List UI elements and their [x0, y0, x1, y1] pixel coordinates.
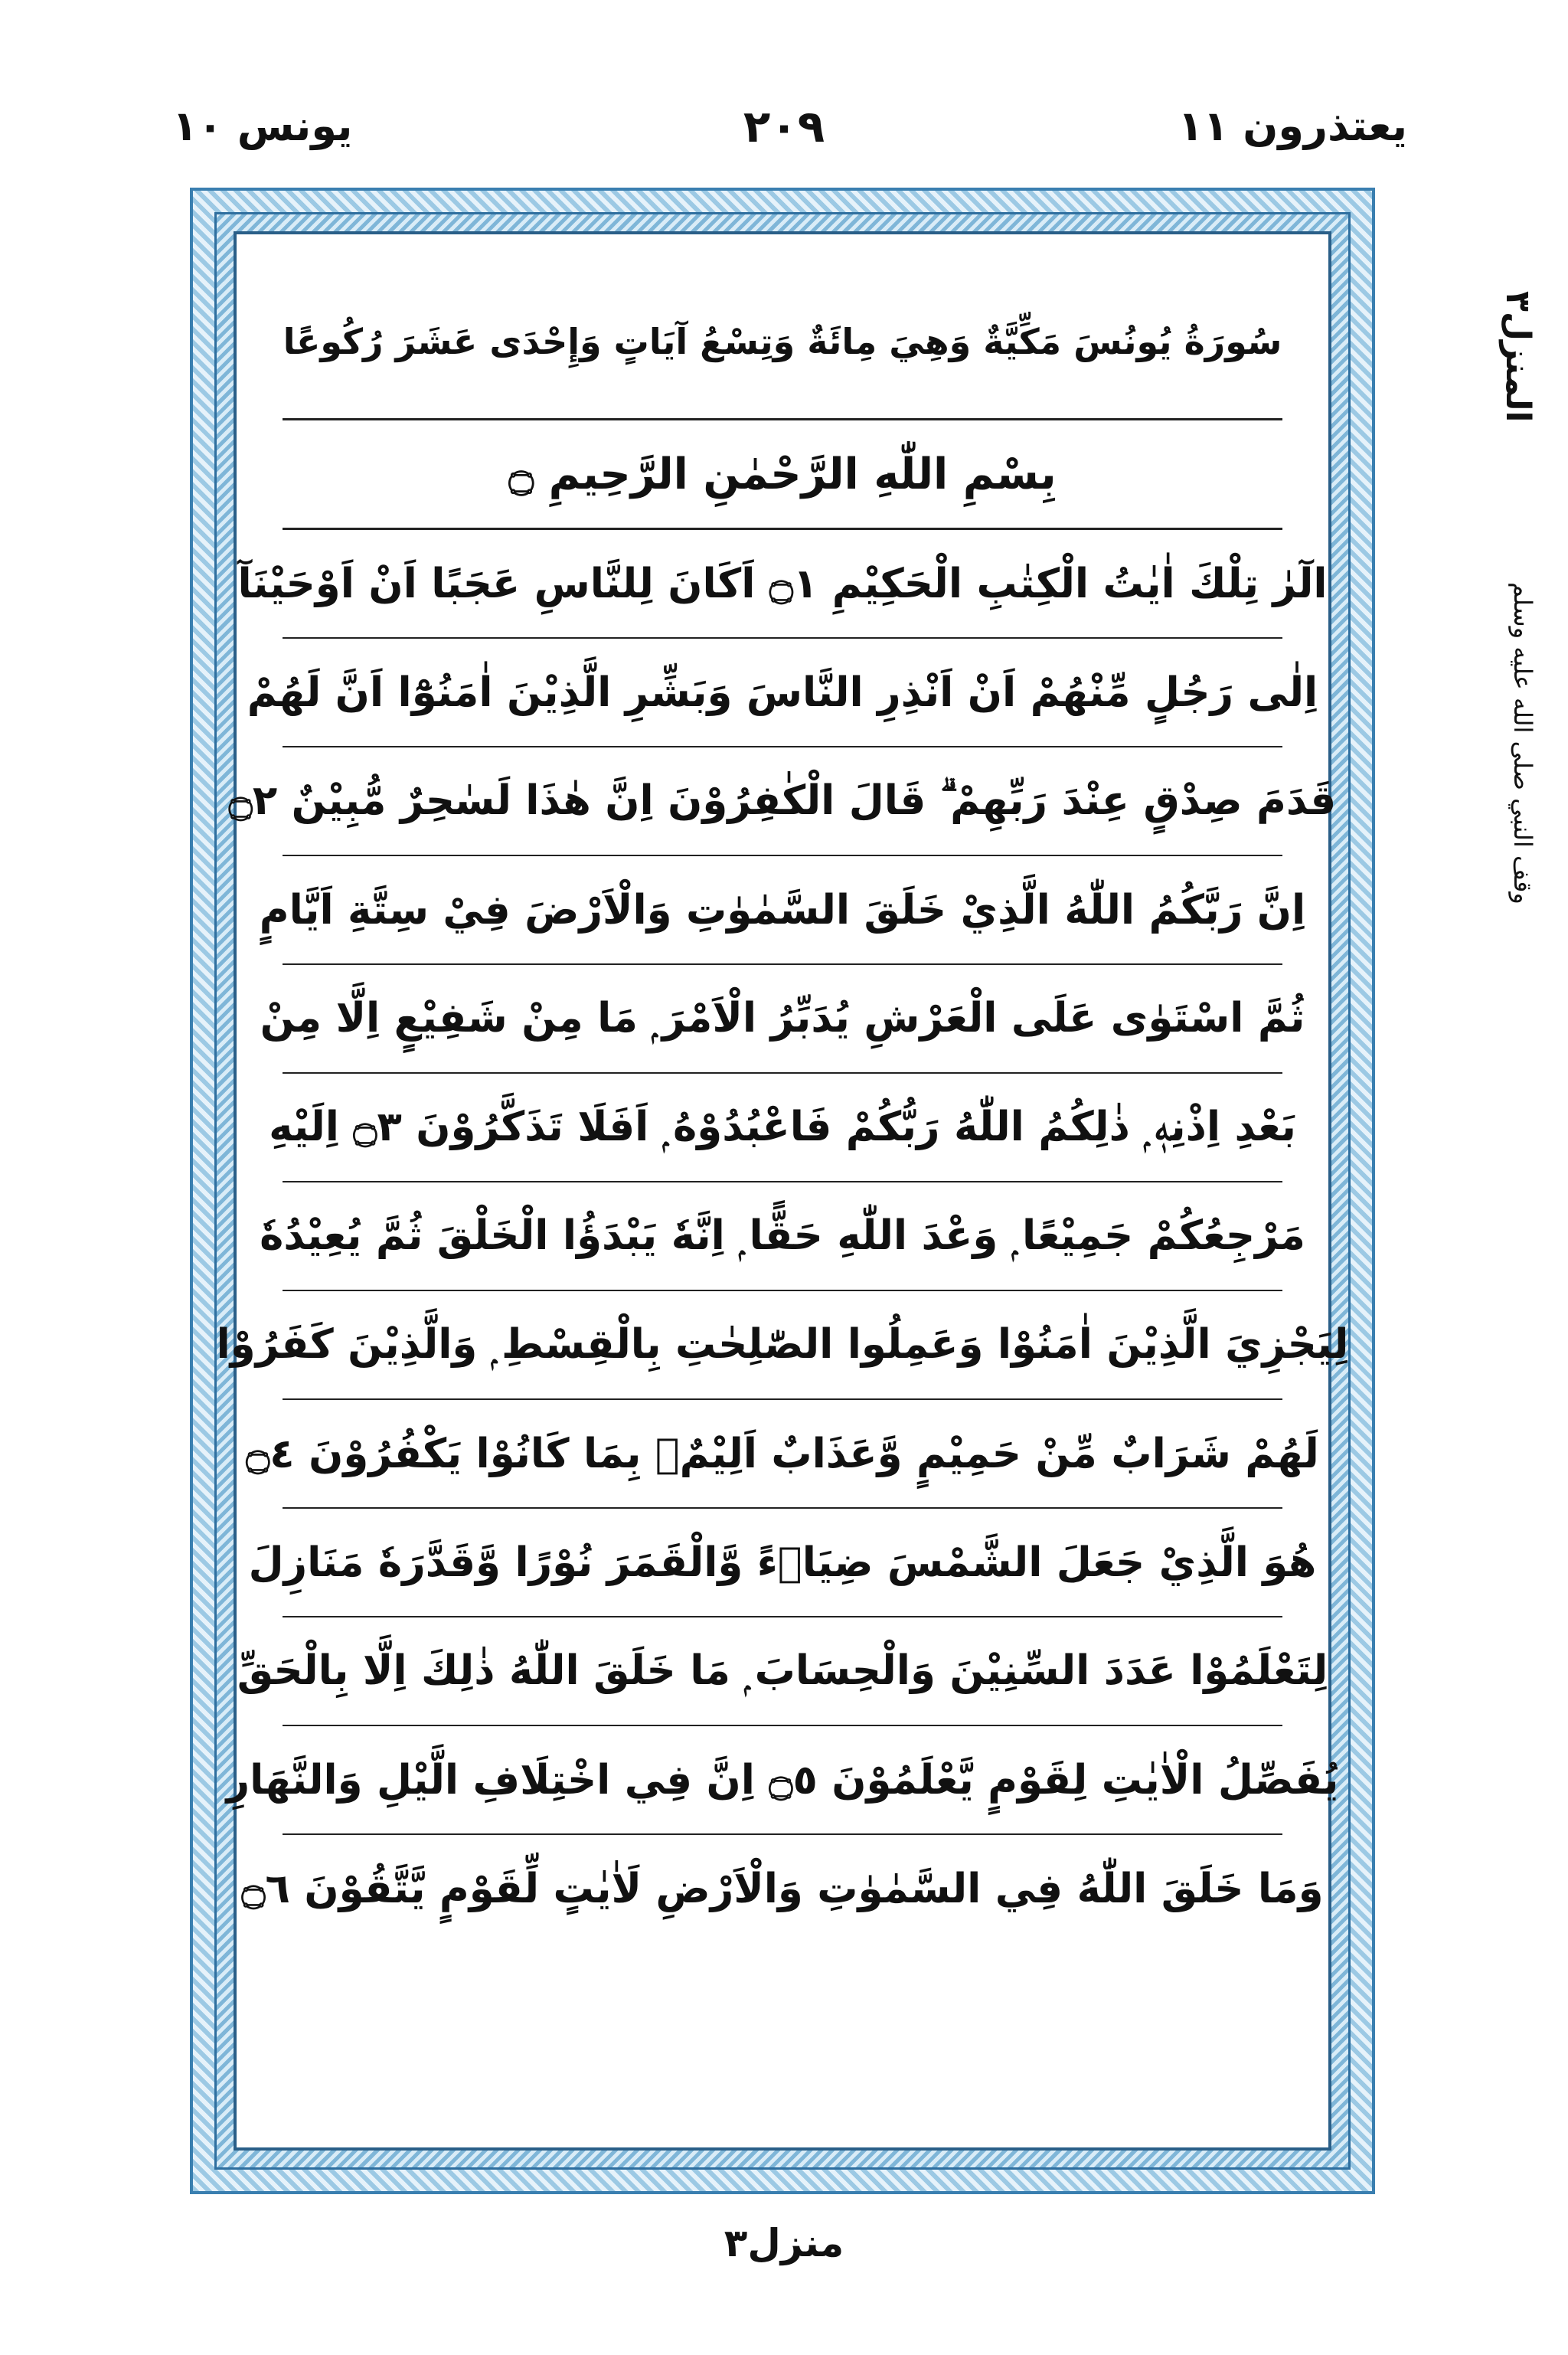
juz-name: يعتذرون ١١	[1178, 102, 1407, 150]
verse-line: ثُمَّ اسْتَوٰى عَلَى الْعَرْشِ يُدَبِّرُ الْاَمْرَ ۭ مَا مِنْ شَفِيْعٍ اِلَّا مِنْ	[283, 965, 1282, 1074]
verse-line: اِلٰى رَجُلٍ مِّنْهُمْ اَنْ اَنْذِرِ النَّاسَ وَبَشِّرِ الَّذِيْنَ اٰمَنُوْٓا اَنَّ لَهُمْ	[283, 639, 1282, 747]
verse-line: يُفَصِّلُ الْاٰيٰتِ لِقَوْمٍ يَّعْلَمُوْنَ ۝٥ اِنَّ فِي اخْتِلَافِ الَّيْلِ وَالنَّهَارِ	[283, 1726, 1282, 1835]
bismillah: بِسْمِ اللّٰهِ الرَّحْمٰنِ الرَّحِيمِ ۝	[283, 420, 1282, 530]
side-waqf-note: وقف النبي صلى الله عليه وسلم	[1508, 582, 1537, 904]
decorative-border-inner	[214, 212, 1351, 2170]
text-frame	[216, 231, 1349, 2151]
side-manzil-label: المنزل٣	[1498, 291, 1537, 423]
verse-line: الٓرٰ تِلْكَ اٰيٰتُ الْكِتٰبِ الْحَكِيْمِ ۝١ اَكَانَ لِلنَّاسِ عَجَبًا اَنْ اَوْحَيْنَآ	[283, 530, 1282, 639]
verse-line: لِتَعْلَمُوْا عَدَدَ السِّنِيْنَ وَالْحِسَابَ ۭ مَا خَلَقَ اللّٰهُ ذٰلِكَ اِلَّا بِالْحَقِّ	[283, 1617, 1282, 1726]
verse-line: هُوَ الَّذِيْ جَعَلَ الشَّمْسَ ضِيَاۗءً وَّالْقَمَرَ نُوْرًا وَّقَدَّرَهٗ مَنَازِلَ	[283, 1509, 1282, 1617]
page-number: ٢٠٩	[743, 100, 825, 152]
verse-line: لَهُمْ شَرَابٌ مِّنْ حَمِيْمٍ وَّعَذَابٌ اَلِيْمٌۢ بِمَا كَانُوْا يَكْفُرُوْنَ ۝٤	[283, 1400, 1282, 1509]
surah-name: يونس ١٠	[172, 102, 353, 150]
footer-manzil: منزل٣	[724, 2221, 844, 2265]
verse-line: اِنَّ رَبَّكُمُ اللّٰهُ الَّذِيْ خَلَقَ السَّمٰوٰتِ وَالْاَرْضَ فِيْ سِتَّةِ اَيَّامٍ	[283, 856, 1282, 965]
page-header	[0, 100, 1568, 168]
verse-line: وَمَا خَلَقَ اللّٰهُ فِي السَّمٰوٰتِ وَالْاَرْضِ لَاٰيٰتٍ لِّقَوْمٍ يَّتَّقُوْنَ ۝٦	[241, 1865, 1324, 1912]
surah-title: سُورَةُ يُونُسَ مَكِّيَّةٌ وَهِيَ مِائَةٌ وَتِسْعُ آيَاتٍ وَإِحْدَى عَشَرَ رُكُوعًا	[283, 265, 1282, 420]
quran-text-panel	[216, 265, 1349, 2117]
verse-line: لِيَجْزِيَ الَّذِيْنَ اٰمَنُوْا وَعَمِلُوا الصّٰلِحٰتِ بِالْقِسْطِ ۭ وَالَّذِيْنَ كَفَرُوْا	[283, 1291, 1282, 1400]
verse-line: قَدَمَ صِدْقٍ عِنْدَ رَبِّهِمْ ۗ قَالَ الْكٰفِرُوْنَ اِنَّ هٰذَا لَسٰحِرٌ مُّبِيْنٌ ۝٢	[283, 747, 1282, 856]
decorative-border	[190, 188, 1375, 2194]
verse-line: مَرْجِعُكُمْ جَمِيْعًا ۭ وَعْدَ اللّٰهِ حَقًّا ۭ اِنَّهٗ يَبْدَؤُا الْخَلْقَ ثُمَّ يُعِيْدُهٗ	[283, 1182, 1282, 1291]
verse-line: بَعْدِ اِذْنِهٖ ۭ ذٰلِكُمُ اللّٰهُ رَبُّكُمْ فَاعْبُدُوْهُ ۭ اَفَلَا تَذَكَّرُوْنَ ۝٣ اِلَيْهِ	[283, 1074, 1282, 1182]
